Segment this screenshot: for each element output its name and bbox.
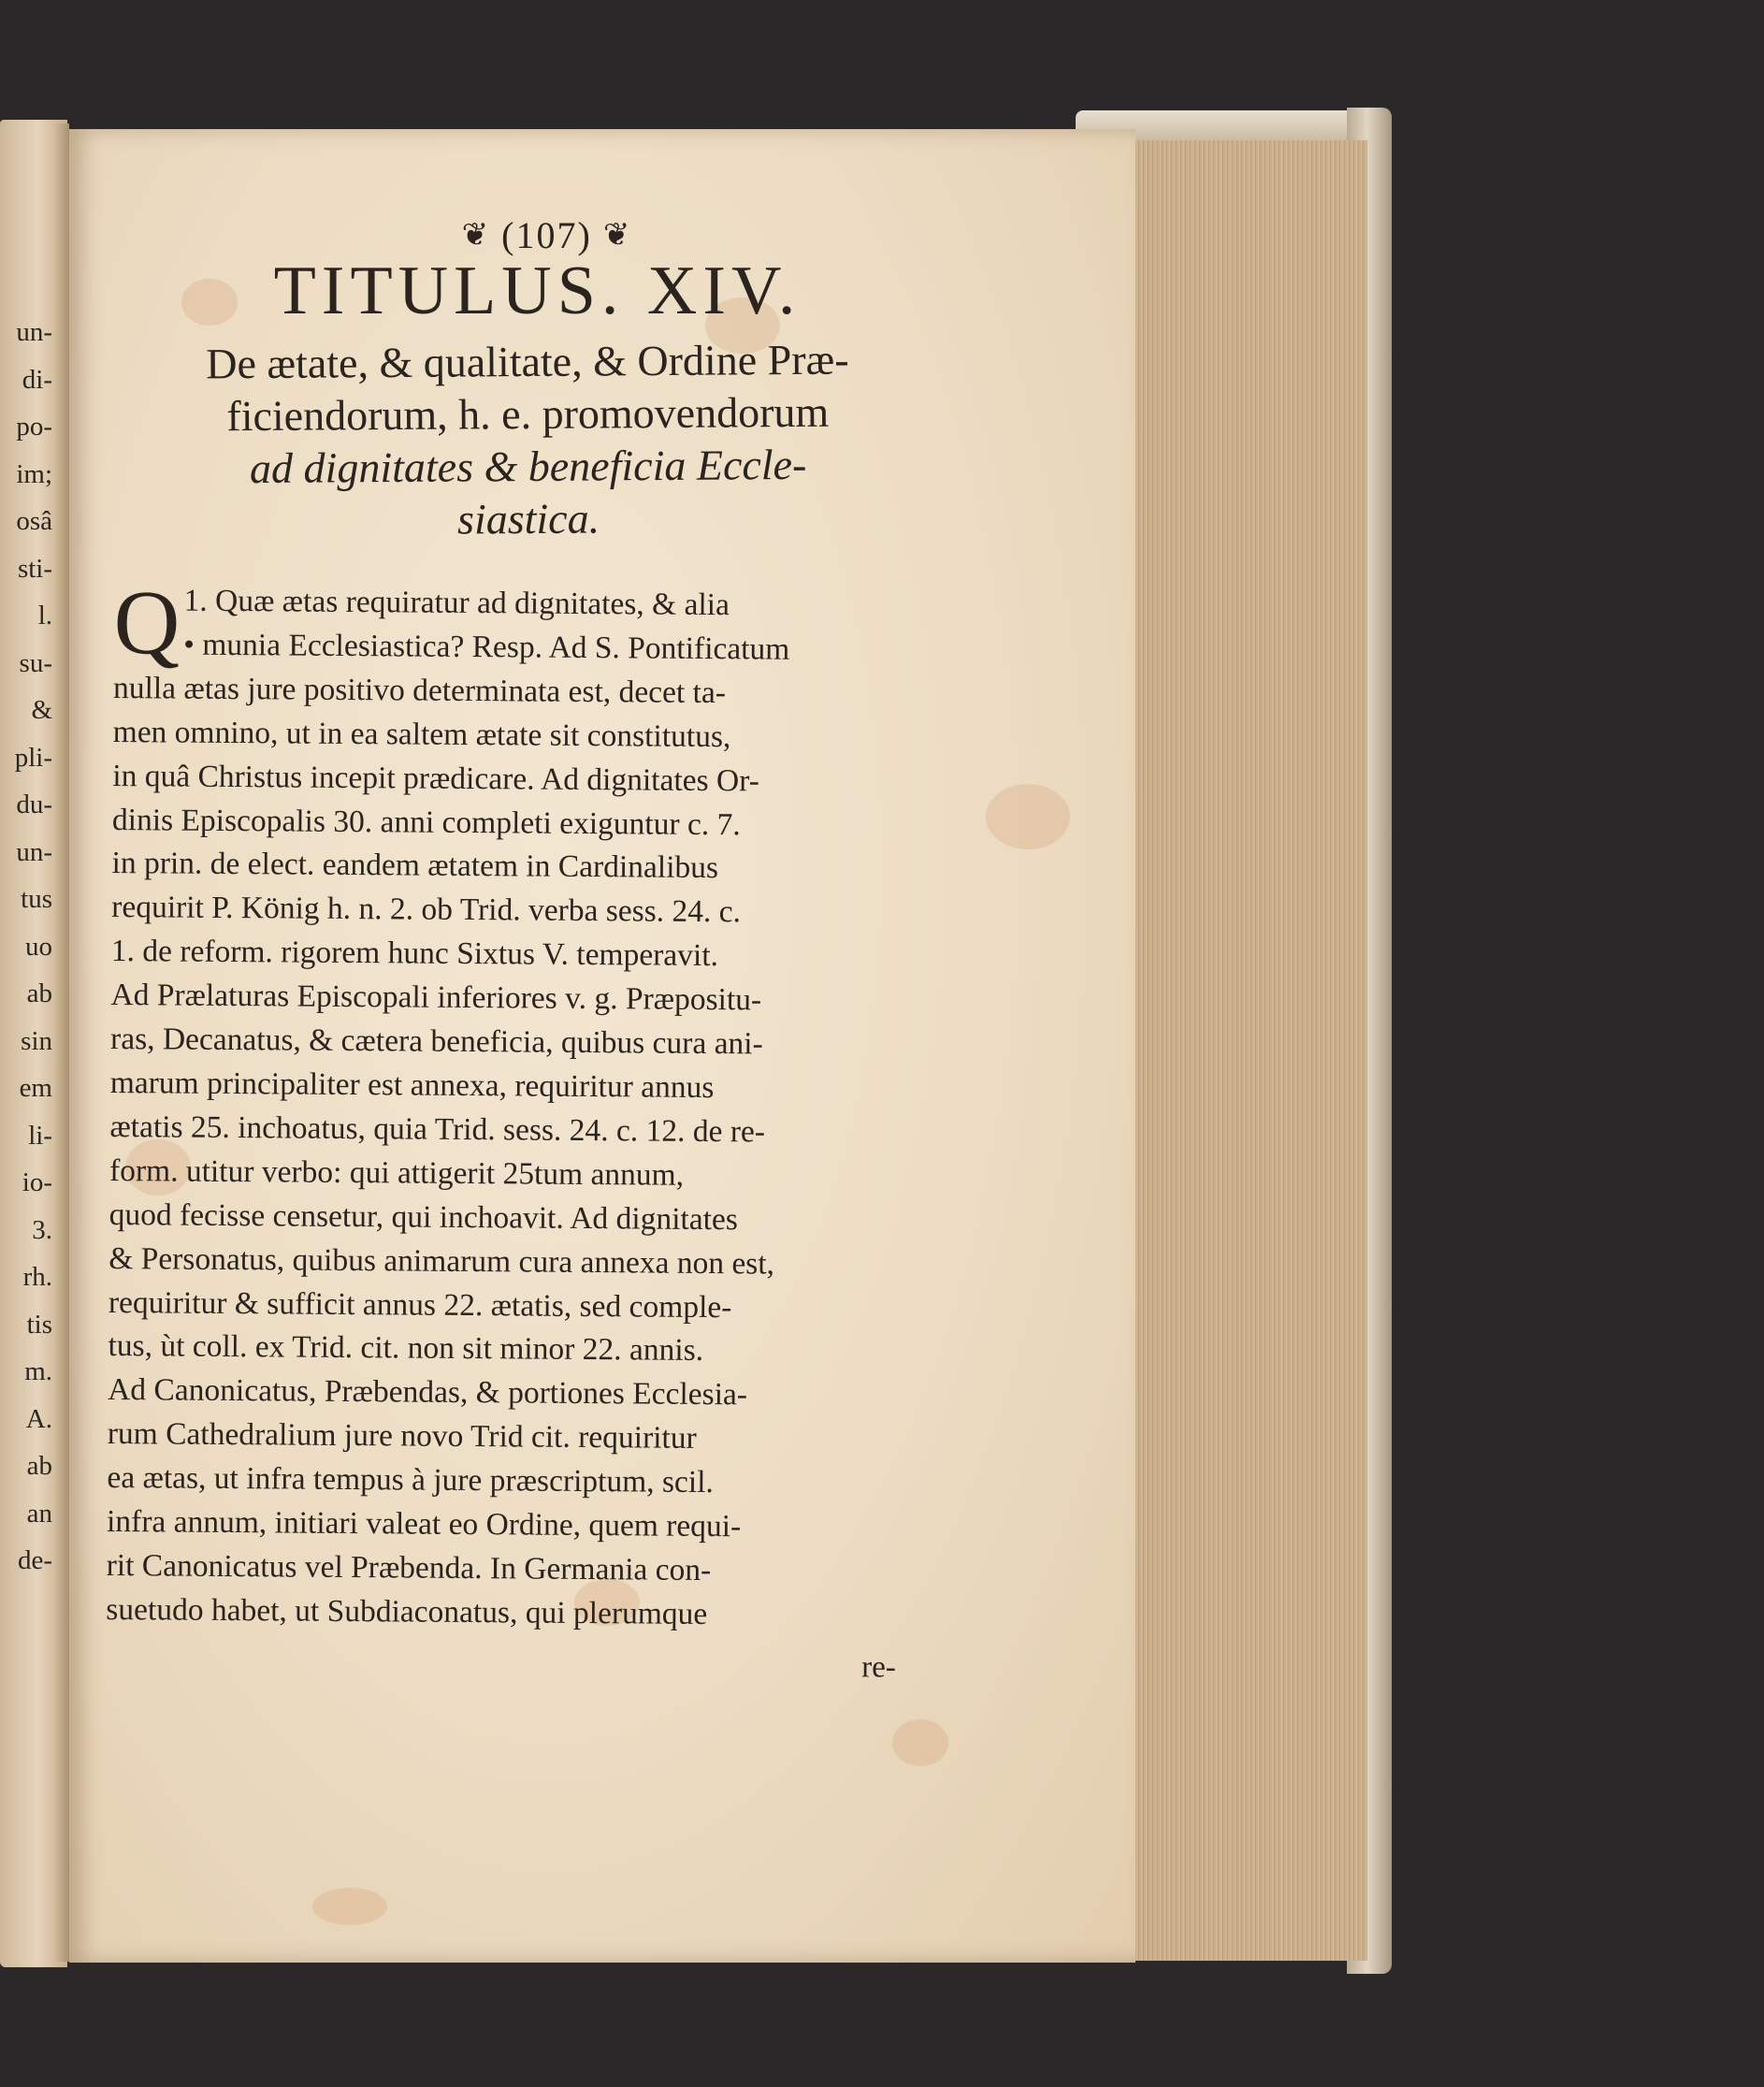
body-line: ea ætas, ut infra tempus à jure præscriptum, scil. [107,1460,715,1500]
left-margin-fragment: li- [28,1120,52,1151]
left-margin-fragment: & [31,695,52,725]
left-margin-fragments [6,309,52,1585]
left-margin-fragment: A. [25,1403,52,1434]
chapter-subtitle [113,333,943,548]
body-line: ras, Decanatus, & cætera beneficia, quibus cura ani- [109,1022,763,1062]
body-line: Ad Prælaturas Episcopali inferiores v. g. Præpositu- [110,978,762,1018]
body-line: in prin. de elect. eandem ætatem in Cardinalibus [111,846,719,886]
body-line: requiritur & sufficit annus 22. ætatis, sed comple- [108,1284,732,1325]
body-line: ætatis 25. inchoatus, quia Trid. sess. 24. c. 12. de re- [109,1109,766,1150]
page-text-block [106,213,942,1685]
left-margin-fragment: l. [37,601,52,630]
ornament-icon: ❦ [461,218,491,253]
page-number: (107) [501,214,592,256]
body-line: requirit P. König h. n. 2. ob Trid. verba sess. 24. c. [111,890,742,930]
running-head [152,213,942,257]
subtitle-line: siastica. [456,494,600,543]
left-margin-fragment: em [19,1073,52,1103]
body-line: • munia Ecclesiastica? Resp. Ad S. Pontificatum [183,627,790,667]
body-line: Ad Canonicatus, Præbendas, & portiones Ecclesia- [108,1372,748,1413]
body-line: & Personatus, quibus animarum cura annexa non est, [108,1240,775,1282]
body-line: form. utitur verbo: qui attigerit 25tum annum, [108,1152,685,1193]
left-margin-fragment: du- [16,790,52,819]
left-margin-fragment: pli- [14,742,52,773]
left-margin-fragment: uo [25,931,52,962]
drop-cap: Q [113,572,181,674]
left-margin-fragment: osâ [16,506,52,536]
body-line: marum principaliter est annexa, requiritur annus [109,1065,715,1106]
subtitle-line: De ætate, & qualitate, & Ordine Præ- [206,335,849,388]
left-margin-fragment: po- [16,412,52,442]
left-margin-fragment: im; [16,458,52,489]
left-margin-fragment: io- [22,1167,52,1197]
left-margin-fragment: tis [26,1309,52,1340]
subtitle-line: ad dignitates & beneficia Eccle- [249,440,807,493]
left-margin-fragment: sin [21,1025,52,1056]
body-line: 1. de reform. rigorem hunc Sixtus V. temperavit. [110,934,719,974]
left-margin-fragment: 3. [32,1214,52,1245]
left-margin-fragment: m. [24,1356,52,1386]
body-text [106,572,942,1690]
left-margin-fragment: un- [16,836,52,867]
body-line: in quâ Christus incepit prædicare. Ad dignitates Or- [112,758,760,799]
left-margin-fragment: su- [19,647,52,678]
body-paragraph [106,572,942,1639]
left-gutter [52,123,69,1962]
body-line: dinis Episcopalis 30. anni completi exiguntur c. 7. [111,802,741,842]
page-fore-edge [1135,140,1367,1961]
body-line: 1. Quæ ætas requiratur ad dignitates, & alia [183,583,730,623]
body-line: infra annum, initiari valeat eo Ordine, quem requi- [106,1504,742,1544]
body-line: suetudo habet, ut Subdiaconatus, qui plerumque [106,1591,708,1631]
left-margin-fragment: tus [21,884,52,914]
left-margin-fragment: sti- [17,553,52,584]
left-margin-fragment: ab [26,1451,52,1481]
left-margin-fragment: di- [22,364,52,395]
body-line: rit Canonicatus vel Præbenda. In Germania con- [106,1547,712,1587]
left-margin-fragment: an [26,1498,52,1529]
ornament-icon: ❦ [602,218,632,253]
body-line: quod fecisse censetur, qui inchoavit. Ad dignitates [108,1196,739,1237]
left-margin-fragment: ab [26,978,52,1008]
left-margin-fragment: de- [17,1545,52,1575]
body-line: tus, ùt coll. ex Trid. cit. non sit minor 22. annis. [108,1328,704,1369]
left-margin-fragment: un- [16,317,52,347]
chapter-title: TITULUS. XIV. [273,253,802,329]
subtitle-line: ficiendorum, h. e. promovendorum [226,387,830,441]
body-line: rum Cathedralium jure novo Trid cit. requiritur [107,1416,697,1457]
body-line: men omnino, ut in ea saltem ætate sit constitutus, [112,714,731,754]
catchword: re- [861,1650,897,1685]
left-margin-fragment: rh. [22,1262,52,1292]
body-line: nulla ætas jure positivo determinata est, decet ta- [112,670,727,710]
